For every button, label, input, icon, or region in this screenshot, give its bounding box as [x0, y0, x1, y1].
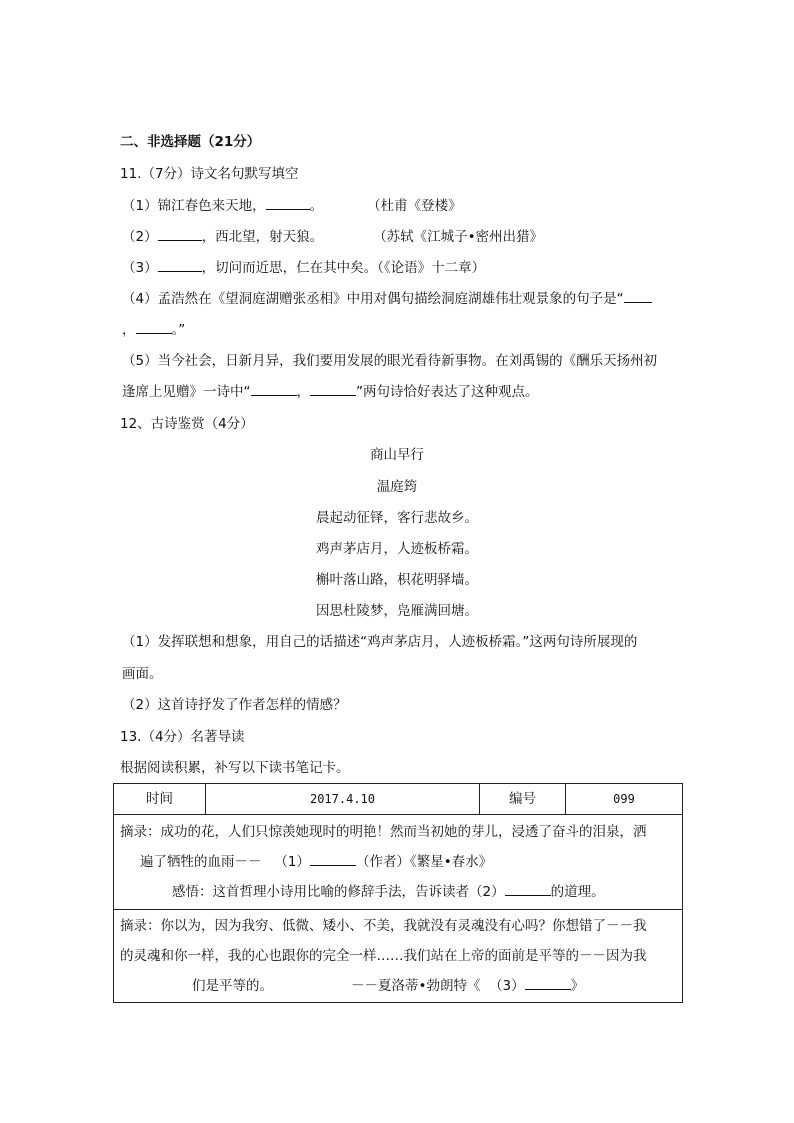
- q11-line-4: （4）孟浩然在《望洞庭湖赠张丞相》中用对偶句描绘洞庭湖雄伟壮观景象的句子是“: [122, 289, 652, 309]
- poem-line: 鸡声茅店月，人迹板桥霜。: [316, 541, 478, 557]
- excerpt-row-1: [114, 815, 683, 910]
- poem-author: 温庭筠: [376, 479, 418, 495]
- poem-line: 槲叶落山路，枳花明驿墙。: [316, 572, 478, 588]
- answer-blank[interactable]: [505, 882, 551, 896]
- q12-sub-1-cont: 画面。: [122, 666, 163, 682]
- poem-line: 因思杜陵梦，凫雁满回塘。: [316, 603, 478, 619]
- time-label: 时间: [114, 784, 206, 815]
- q12-sub-1: （1）发挥联想和想象，用自己的话描述“鸡声茅店月，人迹板桥霜。”这两句诗所展现的: [122, 634, 638, 650]
- answer-blank[interactable]: [136, 320, 172, 334]
- answer-blank[interactable]: [266, 196, 310, 210]
- poem-title: 商山早行: [370, 447, 424, 463]
- q13-title: 13.（4分）名著导读: [120, 729, 245, 745]
- number-value: 099: [566, 784, 683, 815]
- answer-blank[interactable]: [158, 227, 202, 241]
- reading-note-card: [113, 783, 683, 1003]
- answer-blank[interactable]: [525, 976, 571, 990]
- q11-line-5-cont: 逢席上见赠》一诗中“ ， ”两句诗恰好表达了这种观点。: [122, 384, 539, 400]
- answer-blank[interactable]: [251, 382, 297, 396]
- q11-title: 11.（7分）诗文名句默写填空: [120, 166, 299, 182]
- q11-line-5: （5）当今社会，日新月异，我们要用发展的眼光看待新事物。在刘禹锡的《酬乐天扬州初: [122, 353, 658, 369]
- answer-blank[interactable]: [310, 852, 356, 866]
- q11-line-1: （1）锦江春色来天地， 。 （杜甫《登楼》: [122, 198, 462, 214]
- section-title: 二、非选择题（21分）: [120, 134, 261, 150]
- excerpt-cell-2: 摘录：你以为，因为我穷、低微、矮小、不美，我就没有灵魂没有心吗？你想错了－－我 的灵魂和你一样，我的心也跟你的完全一样……我们站在上帝的面前是平等的－－因为我 们是平等的。 －－夏洛蒂•勃朗特《 （3） 》: [114, 910, 683, 1003]
- q13-intro: 根据阅读积累，补写以下读书笔记卡。: [120, 760, 350, 776]
- number-label: 编号: [480, 784, 566, 815]
- q12-sub-2: （2）这首诗抒发了作者怎样的情感？: [122, 697, 347, 713]
- answer-blank[interactable]: [158, 258, 202, 272]
- excerpt-row-2: [114, 910, 683, 1003]
- q12-title: 12、古诗鉴赏（4分）: [120, 416, 254, 432]
- time-value: 2017.4.10: [206, 784, 480, 815]
- card-header-row: [114, 784, 683, 815]
- poem-line: 晨起动征铎，客行悲故乡。: [316, 510, 478, 526]
- q11-line-2: （2） ，西北望，射天狼。 （苏轼《江城子•密州出猎》: [122, 229, 544, 245]
- q11-line-3: （3） ，切问而近思，仁在其中矣。（《论语》十二章）: [122, 260, 486, 276]
- answer-blank[interactable]: [624, 289, 652, 303]
- excerpt-cell-1: 摘录：成功的花，人们只惊羡她现时的明艳！然而当初她的芽儿，浸透了奋斗的泪泉，洒 遍了牺牲的血雨－－ （1） （作者）《繁星•春水》 感悟：这首哲理小诗用比喻的修辞手法，告诉读者（2） 的道理。: [114, 815, 683, 910]
- answer-blank[interactable]: [310, 382, 356, 396]
- q11-line-4-cont: ， 。”: [122, 322, 186, 338]
